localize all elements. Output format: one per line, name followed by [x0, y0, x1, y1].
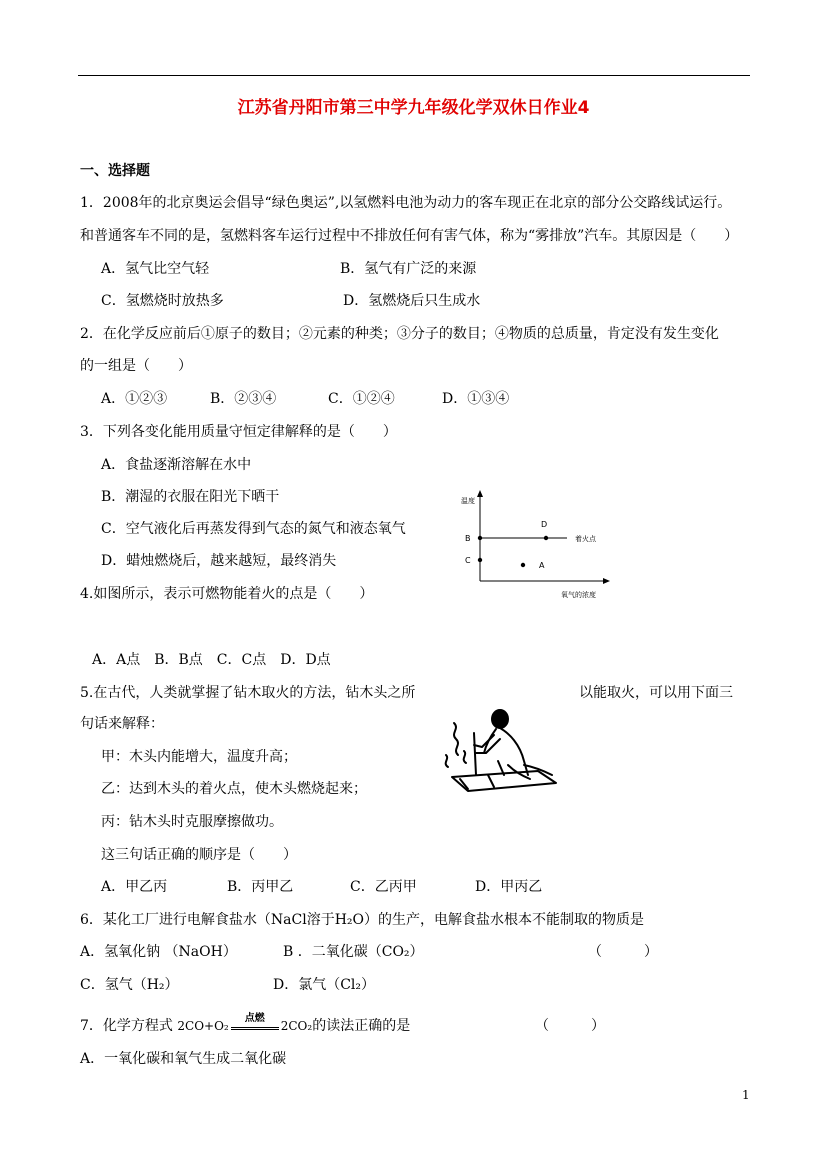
q6-option-d: D．氯气（Cl₂）	[273, 977, 376, 993]
q1-option-d: D．氢燃烧后只生成水	[343, 293, 481, 309]
q6-answer-paren: （ ）	[588, 944, 658, 960]
graph-xlabel: 氧气的浓度	[561, 591, 596, 599]
q2-option-a: A．①②③	[101, 391, 168, 407]
section-heading: 一、选择题	[80, 163, 150, 179]
q6-option-b: B ．二氧化碳（CO₂）	[283, 944, 424, 960]
q2-stem-line1: 2．在化学反应前后①原子的数目；②元素的种类；③分子的数目；④物质的总质量，肯定没有发生变化	[80, 326, 719, 342]
q2-option-c: C．①②④	[328, 391, 395, 407]
q6-stem: 6．某化工厂进行电解食盐水（NaCl溶于H₂O）的生产，电解食盐水根本不能制取的物质是	[80, 912, 644, 928]
q2-stem-line2: 的一组是（ ）	[80, 358, 192, 374]
q5-option-d: D．甲丙乙	[475, 879, 543, 895]
q1-option-c: C．氢燃烧时放热多	[101, 293, 224, 309]
q5-stem-right: 以能取火，可以用下面三	[579, 685, 733, 701]
q1-stem-line1: 1．2008年的北京奥运会倡导“绿色奥运”,以氢燃料电池为动力的客车现正在北京的部分公交路线试运行。	[80, 195, 732, 211]
q7-condition: 点燃	[244, 1013, 265, 1024]
q5-option-c: C．乙丙甲	[350, 879, 417, 895]
q5-ask: 这三句话正确的顺序是（ ）	[101, 847, 297, 863]
q5-stem-line2: 句话来解释：	[80, 716, 164, 732]
q6-option-c: C．氢气（H₂）	[80, 977, 179, 993]
label-d: D	[541, 520, 548, 529]
q3-option-b: B．潮湿的衣服在阳光下晒干	[101, 489, 280, 505]
q5-sentence-bing: 丙：钻木头时克服摩擦做功。	[101, 814, 283, 830]
page-number: 1	[742, 1088, 750, 1102]
point-a	[521, 563, 525, 567]
q1-stem-line2: 和普通客车不同的是，氢燃料客车运行过程中不排放任何有害气体，称为“雾排放”汽车。其原因是（ ）	[80, 228, 739, 244]
drilling-fire-illustration	[438, 705, 566, 797]
q4-options: A．A点 B．B点 C．C点 D．D点	[92, 652, 331, 668]
q3-option-d: D．蜡烛燃烧后，越来越短，最终消失	[101, 553, 337, 569]
q3-option-c: C．空气液化后再蒸发得到气态的氮气和液态氧气	[101, 521, 406, 537]
ignition-line-label: 着火点	[575, 535, 596, 543]
q5-option-b: B．丙甲乙	[227, 879, 294, 895]
point-d	[544, 536, 548, 540]
q5-option-a: A．甲乙丙	[101, 879, 168, 895]
q7-option-a: A．一氧化碳和氧气生成二氧化碳	[80, 1051, 287, 1067]
q5-stem-left: 5.在古代，人类就掌握了钻木取火的方法，钻木头之所	[80, 685, 416, 701]
q5-sentence-jia: 甲：木头内能增大，温度升高；	[101, 749, 297, 765]
q7-answer-paren: （ ）	[535, 1018, 605, 1034]
q1-option-b: B．氢气有广泛的来源	[340, 261, 477, 277]
q7-reaction-arrow	[229, 1013, 281, 1036]
q7-equation-rhs: 2CO₂	[280, 1019, 313, 1033]
q7-prefix: 7．化学方程式	[80, 1018, 173, 1034]
point-b	[478, 536, 482, 540]
label-a: A	[539, 561, 545, 570]
ignition-graph	[455, 488, 615, 603]
q7-equation-lhs: 2CO+O₂	[177, 1019, 229, 1033]
point-c	[478, 558, 482, 562]
q2-option-d: D．①③④	[442, 391, 510, 407]
q6-option-a: A．氢氧化钠 （NaOH）	[80, 944, 237, 960]
q7-stem	[80, 1013, 411, 1036]
header-rule	[78, 75, 750, 76]
q3-option-a: A．食盐逐渐溶解在水中	[101, 457, 252, 473]
q7-suffix: 的读法正确的是	[312, 1018, 411, 1034]
graph-ylabel: 温度	[461, 497, 475, 505]
q2-option-b: B．②③④	[210, 391, 277, 407]
q3-stem: 3．下列各变化能用质量守恒定律解释的是（ ）	[80, 424, 397, 440]
label-c: C	[465, 556, 471, 565]
q4-stem: 4.如图所示，表示可燃物能着火的点是（ ）	[80, 586, 374, 602]
q5-sentence-yi: 乙：达到木头的着火点，使木头燃烧起来；	[101, 781, 367, 797]
q1-option-a: A．氢气比空气轻	[101, 261, 210, 277]
label-b: B	[465, 534, 471, 543]
page-title: 江苏省丹阳市第三中学九年级化学双休日作业4	[237, 98, 590, 118]
